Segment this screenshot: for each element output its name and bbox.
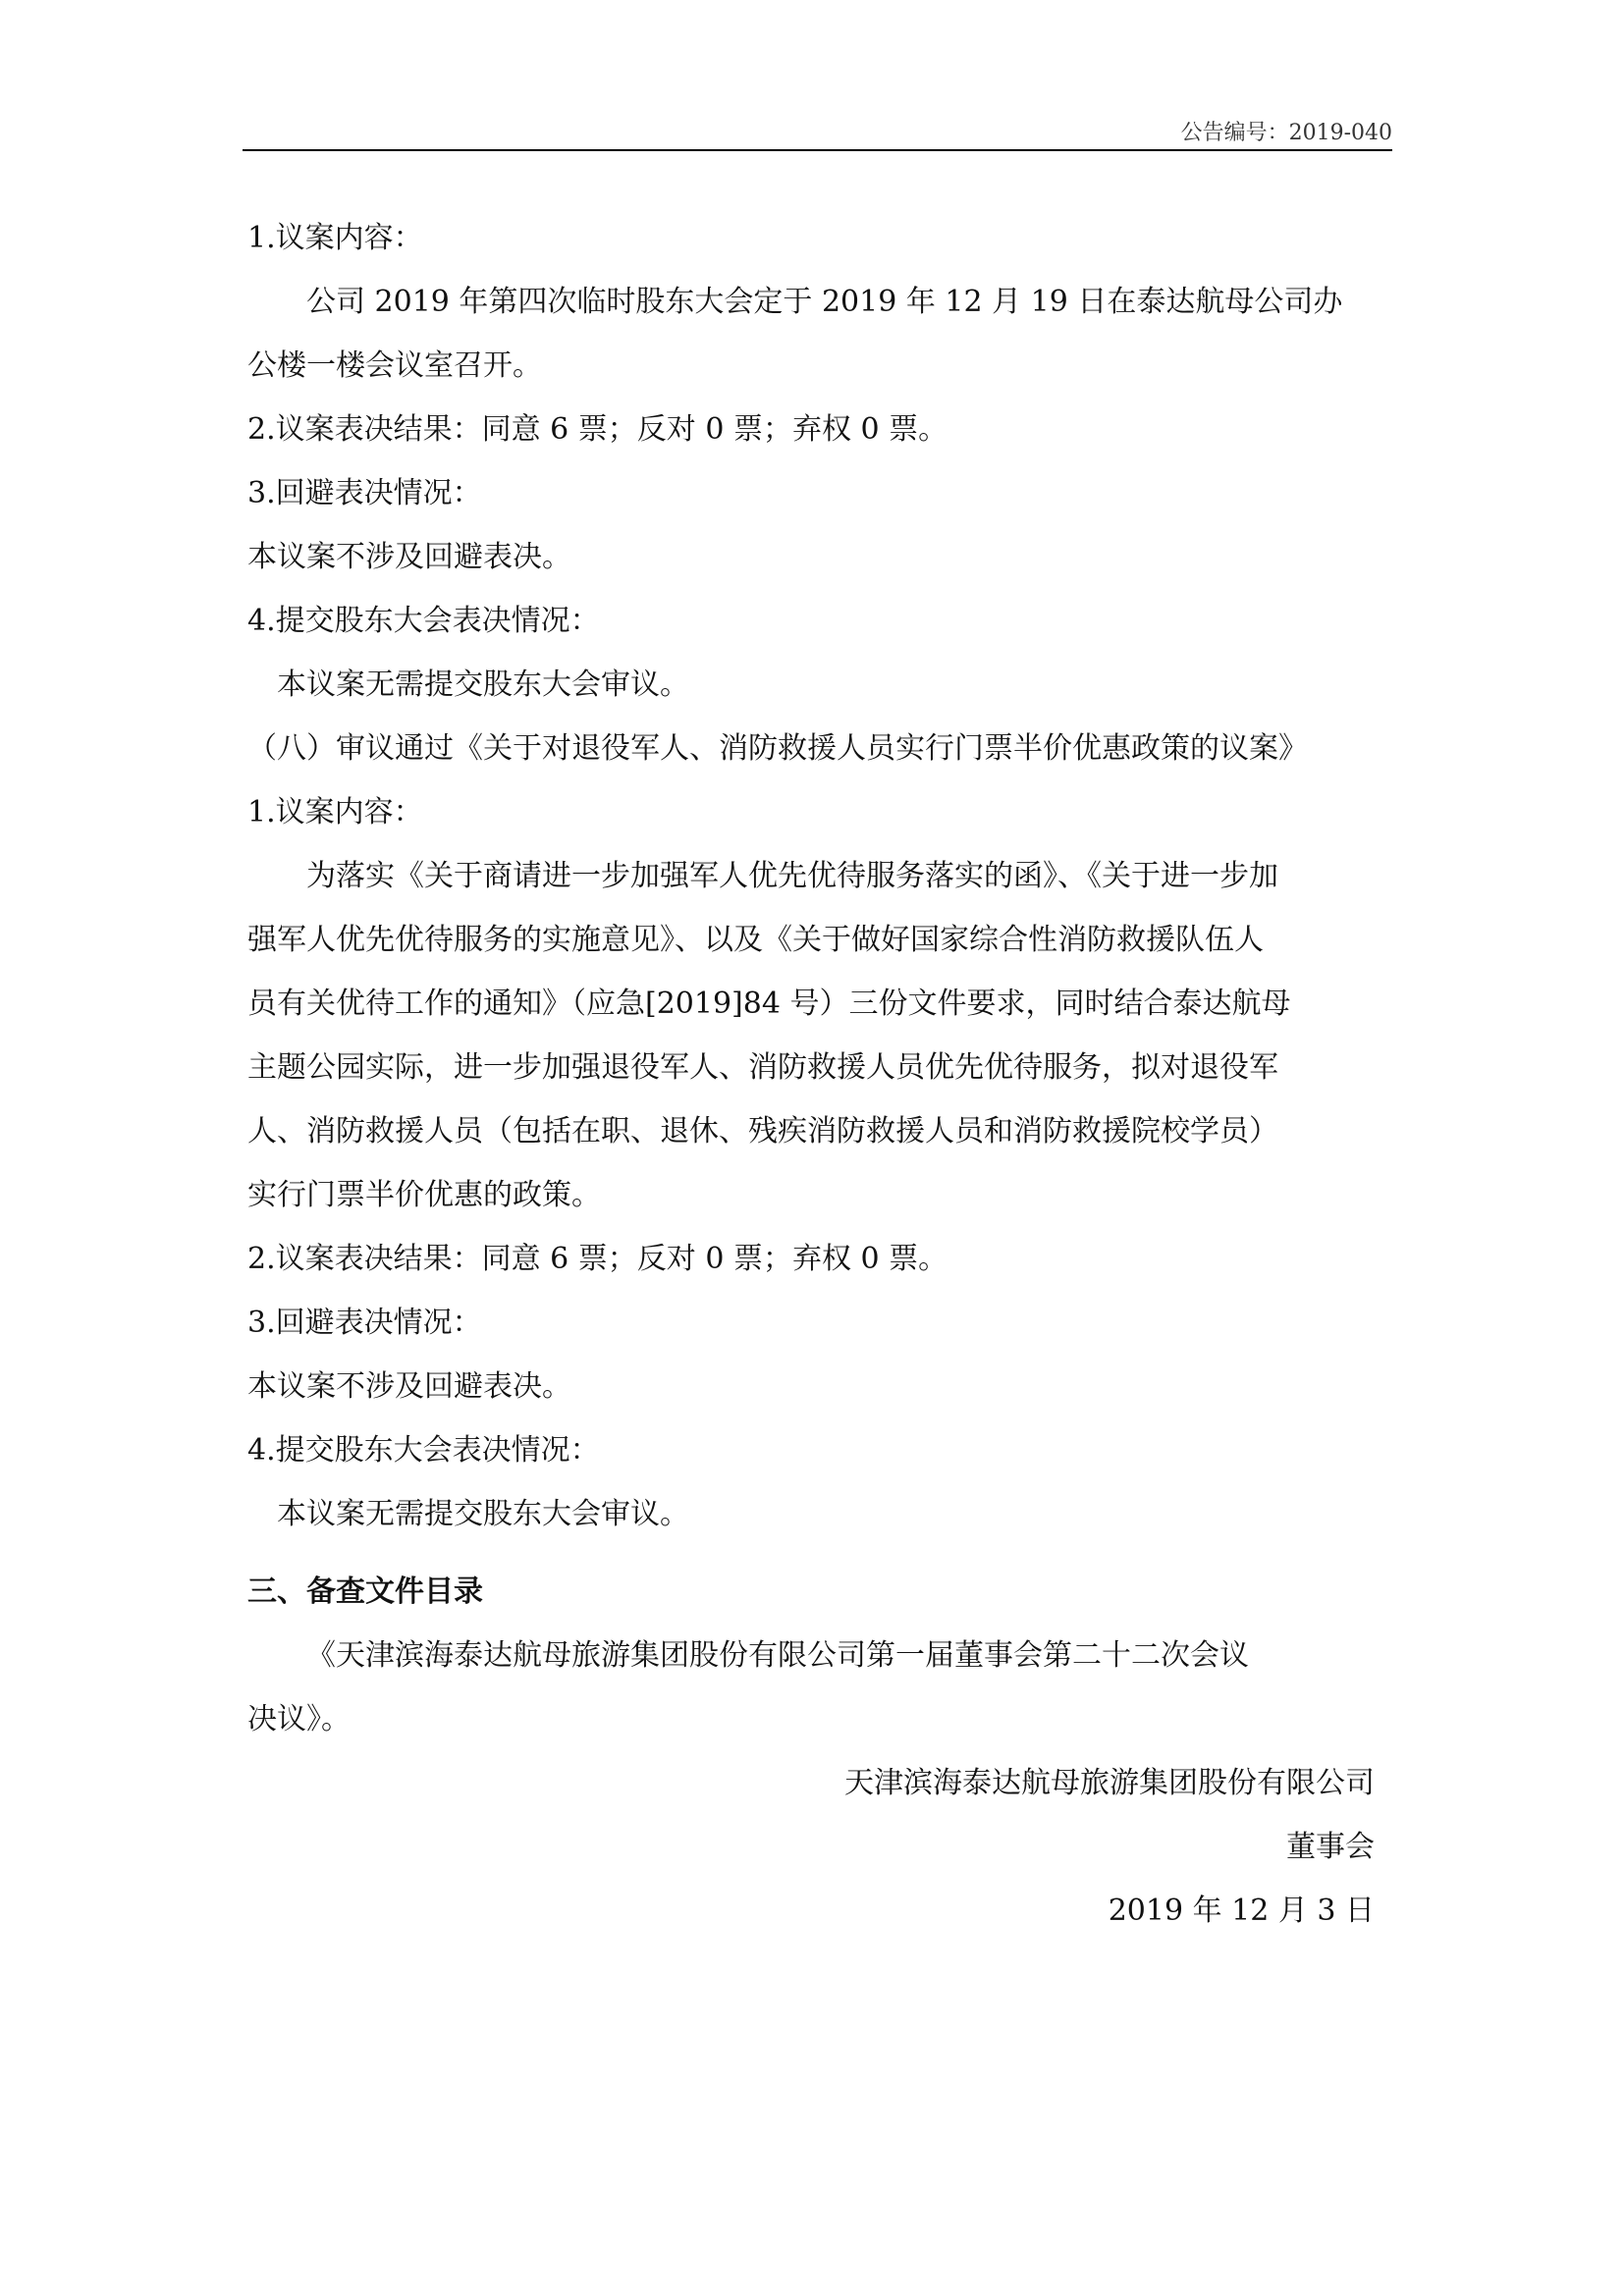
paragraph: 公司 2019 年第四次临时股东大会定于 2019 年 12 月 19 日在泰达航母公司办 bbox=[306, 285, 1343, 319]
paragraph: 《天津滨海泰达航母旅游集团股份有限公司第一届董事会第二十二次会议 bbox=[306, 1638, 1249, 1673]
document-body bbox=[247, 206, 1392, 1943]
signature-board: 董事会 bbox=[1286, 1830, 1375, 1864]
vote-result: 2.议案表决结果：同意 6 票；反对 0 票；弃权 0 票。 bbox=[247, 412, 948, 447]
signature-company: 天津滨海泰达航母旅游集团股份有限公司 bbox=[844, 1766, 1375, 1800]
item-content-heading: 1.议案内容： bbox=[247, 221, 423, 255]
paragraph: 本议案无需提交股东大会审议。 bbox=[277, 667, 689, 702]
paragraph: 主题公园实际，进一步加强退役军人、消防救援人员优先优待服务，拟对退役军 bbox=[247, 1050, 1278, 1085]
paragraph: 实行门票半价优惠的政策。 bbox=[247, 1178, 601, 1212]
submission-heading: 4.提交股东大会表决情况： bbox=[247, 1433, 600, 1468]
paragraph: 决议》。 bbox=[247, 1702, 351, 1736]
announcement-number: 公告编号：2019-040 bbox=[1180, 121, 1392, 145]
header-divider bbox=[243, 149, 1392, 151]
vote-result: 2.议案表决结果：同意 6 票；反对 0 票；弃权 0 票。 bbox=[247, 1242, 948, 1276]
paragraph: 为落实《关于商请进一步加强军人优先优待服务落实的函》、《关于进一步加 bbox=[306, 859, 1278, 893]
recusal-heading: 3.回避表决情况： bbox=[247, 476, 482, 510]
paragraph: 本议案不涉及回避表决。 bbox=[247, 540, 571, 574]
paragraph: 公楼一楼会议室召开。 bbox=[247, 348, 542, 383]
paragraph: 本议案无需提交股东大会审议。 bbox=[277, 1497, 689, 1531]
submission-heading: 4.提交股东大会表决情况： bbox=[247, 604, 600, 638]
section-heading: 三、备查文件目录 bbox=[247, 1575, 483, 1609]
paragraph: 人、消防救援人员（包括在职、退休、残疾消防救援人员和消防救援院校学员） bbox=[247, 1114, 1278, 1148]
recusal-heading: 3.回避表决情况： bbox=[247, 1306, 482, 1340]
signature-date: 2019 年 12 月 3 日 bbox=[1108, 1894, 1375, 1928]
item-content-heading: 1.议案内容： bbox=[247, 795, 423, 829]
paragraph: 本议案不涉及回避表决。 bbox=[247, 1369, 571, 1404]
motion-title: （八）审议通过《关于对退役军人、消防救援人员实行门票半价优惠政策的议案》 bbox=[247, 731, 1308, 766]
paragraph: 强军人优先优待服务的实施意见》、以及《关于做好国家综合性消防救援队伍人 bbox=[247, 923, 1264, 957]
paragraph: 员有关优待工作的通知》（应急[2019]84 号）三份文件要求，同时结合泰达航母 bbox=[247, 987, 1291, 1021]
